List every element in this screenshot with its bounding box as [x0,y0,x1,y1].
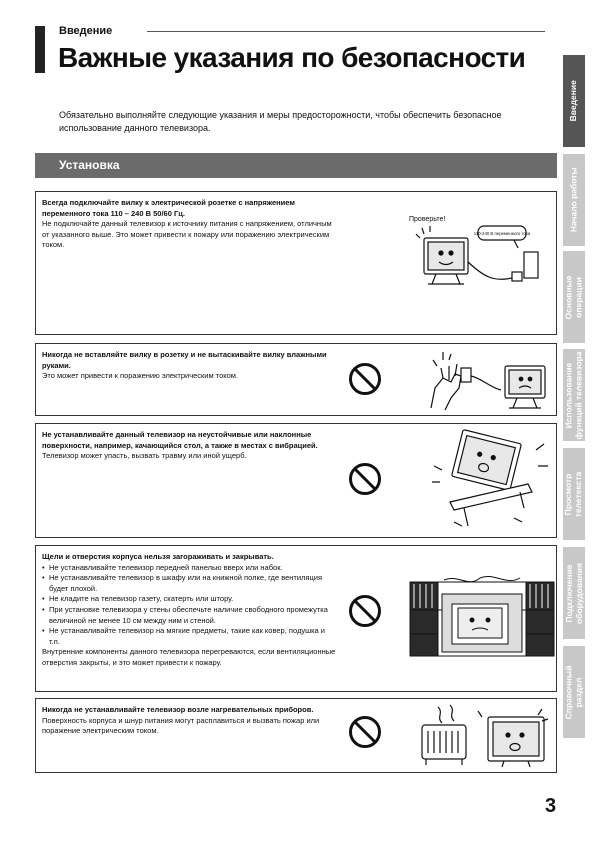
warning-body: Телевизор может упасть, вызвать травму или иной ущерб. [42,451,247,461]
tab-teletext[interactable] [563,448,585,540]
page-title: Важные указания по безопасности [58,42,526,73]
tv-power-outlet-illustration [414,222,544,297]
warning-title: Щели и отверстия корпуса нельзя загораживать и закрывать. [42,552,274,561]
check-callout: Проверьте! [409,216,446,223]
warning-title: Всегда подключайте вилку к электрической розетке с напряжением переменного тока 110 – 240 В 50/60 Гц. [42,198,295,218]
list-item: • Не устанавливайте телевизор в шкафу или на книжной полке, где вентиляция будет плохой. [42,573,337,594]
tab-getting-started[interactable] [563,154,585,246]
tab-label: Основные операции [563,274,584,320]
warning-bullet-list [42,563,337,648]
bookshelf-tv-illustration [408,574,556,658]
list-item: • Не кладите на телевизор газету, скатерть или штору. [42,594,337,605]
warning-title: Не устанавливайте данный телевизор на неустойчивые или наклонные поверхности, например, качающийся стол, а также в местах с вибрацией. [42,430,318,450]
tab-label: Справочный раздел [563,665,583,719]
prohibition-icon [348,462,382,496]
tab-label: Начало работы [568,167,579,233]
warning-text [42,198,337,251]
warning-body: Не подключайте данный телевизор к источнику питания с напряжением, отличным от указанного выше. Это может привести к пожару или поражению электрическим током. [42,219,332,250]
warning-box-ventilation [35,545,557,692]
header-divider [147,31,545,32]
intro-paragraph: Обязательно выполняйте следующие указания и меры предосторожности, чтобы обеспечить безопасное использование данного телевизора. [59,110,502,133]
warning-body: Это может привести к поражению электрическим током. [42,371,239,381]
tab-tv-features[interactable] [563,349,585,441]
section-label: Введение [59,25,113,37]
warning-title: Никогда не устанавливайте телевизор возле нагревательных приборов. [42,705,314,714]
wet-hands-plug-illustration [421,348,553,414]
warning-text [42,430,337,462]
warning-body: Внутренние компоненты данного телевизора перегреваются, если вентиляционные отверстия закрыты, и это может привести к пожару. [42,647,336,667]
tab-label: Просмотр телетекста [563,471,584,517]
tab-introduction[interactable] [563,55,585,147]
warning-box-heater [35,698,557,773]
prohibition-icon [348,715,382,749]
warning-box-unstable-surface [35,423,557,538]
tab-reference[interactable] [563,646,585,738]
warning-title: Никогда не вставляйте вилку в розетку и не вытаскивайте вилку влажными руками. [42,350,327,370]
voltage-tag-text: 110-240 В переменного тока [473,231,531,236]
warning-text [42,552,337,669]
section-marker [35,26,45,73]
unstable-table-illustration [424,426,554,534]
installation-heading: Установка [35,153,557,178]
tab-basic-operations[interactable] [563,251,585,343]
tab-label: Использование функций телевизора [563,351,583,439]
warning-text [42,705,337,737]
tab-label: Введение [568,80,579,122]
prohibition-icon [348,594,382,628]
tab-label: Подключение оборудования [563,562,584,624]
warning-text [42,350,337,382]
tab-connecting-equipment[interactable] [563,547,585,639]
heater-tv-illustration [418,703,554,769]
page-number: 3 [545,795,557,817]
list-item: • Не устанавливайте телевизор передней панелью вверх или набок. [42,563,337,574]
warning-body: Поверхность корпуса и шнур питания могут расплавиться и вызвать пожар или поражение электрическим током. [42,715,320,736]
warning-box-power-voltage [35,191,557,335]
warning-box-wet-hands [35,343,557,416]
list-item: • Не устанавливайте телевизор на мягкие предметы, такие как ковер, подушка и т.п. [42,626,337,647]
prohibition-icon [348,362,382,396]
list-item: • При установке телевизора у стены обеспечьте наличие свободного промежутка величиной не менее 10 см между ним и стеной. [42,605,337,626]
